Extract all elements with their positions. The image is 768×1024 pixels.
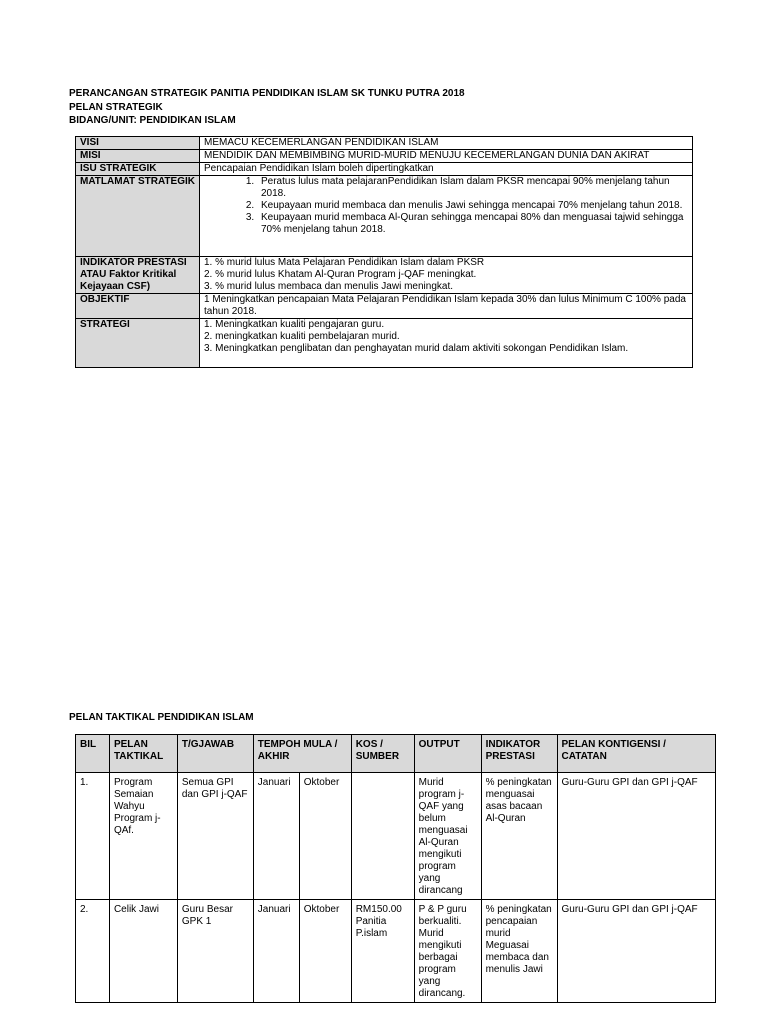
column-header-kontigensi: PELAN KONTIGENSI / CATATAN	[557, 735, 716, 773]
bil-cell: 2.	[76, 900, 110, 1003]
list-item: 2. Keupayaan murid membaca dan menulis Jawi sehingga mencapai 70% menjelang tahun 2018.	[257, 200, 688, 212]
misi-value: MENDIDIK DAN MEMBIMBING MURID-MURID MENUJU KECEMERLANGAN DUNIA DAN AKIRAT	[200, 150, 693, 163]
tactical-plan-title: PELAN TAKTIKAL PENDIDIKAN ISLAM	[69, 712, 254, 723]
table-row	[76, 163, 693, 176]
visi-value: MEMACU KECEMERLANGAN PENDIDIKAN ISLAM	[200, 137, 693, 150]
list-item: 1. Peratus lulus mata pelajaranPendidikan Islam dalam PKSR mencapai 90% menjelang tahun 2018.	[257, 176, 688, 200]
document-unit: BIDANG/UNIT: PENDIDIKAN ISLAM	[69, 115, 236, 126]
table-row	[76, 900, 716, 1003]
output-cell: P & P guru berkualiti. Murid mengikuti berbagai program yang dirancang.	[414, 900, 481, 1003]
visi-label: VISI	[76, 137, 200, 150]
matlamat-list	[204, 176, 688, 236]
list-item: 1. % murid lulus Mata Pelajaran Pendidikan Islam dalam PKSR	[204, 257, 485, 268]
tgjawab-cell: Guru Besar GPK 1	[177, 900, 253, 1003]
matlamat-label: MATLAMAT STRATEGIK	[76, 176, 200, 257]
tactical-plan-table	[75, 734, 716, 1003]
akhir-cell: Oktober	[299, 900, 351, 1003]
table-row	[76, 773, 716, 900]
mula-cell: Januari	[253, 900, 299, 1003]
table-row	[76, 257, 693, 294]
tgjawab-cell: Semua GPI dan GPI j-QAF	[177, 773, 253, 900]
list-item: 2. % murid lulus Khatam Al-Quran Program j-QAF meningkat.	[204, 269, 477, 280]
table-row	[76, 150, 693, 163]
column-header-indikator: INDIKATOR PRESTASI	[481, 735, 557, 773]
list-item: 3. Meningkatkan penglibatan dan penghayatan murid dalam aktiviti sokongan Pendidikan Islam.	[204, 343, 629, 354]
table-row	[76, 319, 693, 368]
indikator-value	[200, 257, 693, 294]
column-header-kos: KOS / SUMBER	[351, 735, 414, 773]
bil-cell: 1.	[76, 773, 110, 900]
table-row	[76, 176, 693, 257]
column-header-pelan: PELAN TAKTIKAL	[109, 735, 177, 773]
document-header	[69, 87, 465, 128]
catatan-cell: Guru-Guru GPI dan GPI j-QAF	[557, 773, 716, 900]
list-item: 2. meningkatkan kualiti pembelajaran murid.	[204, 331, 400, 342]
isu-label: ISU STRATEGIK	[76, 163, 200, 176]
table-header-row	[76, 735, 716, 773]
catatan-cell: Guru-Guru GPI dan GPI j-QAF	[557, 900, 716, 1003]
list-item: 3. % murid lulus membaca dan menulis Jawi meningkat.	[204, 281, 453, 292]
indikator-cell: % peningkatan pencapaian murid Meguasai membaca dan menulis Jawi	[481, 900, 557, 1003]
table-row	[76, 294, 693, 319]
kos-cell	[351, 773, 414, 900]
misi-label: MISI	[76, 150, 200, 163]
pelan-cell: Program Semaian Wahyu Program j-QAf.	[109, 773, 177, 900]
objektif-value: 1 Meningkatkan pencapaian Mata Pelajaran Pendidikan Islam kepada 30% dan lulus Minimum C 100% pada tahun 2018.	[200, 294, 693, 319]
strategi-value	[200, 319, 693, 368]
mula-cell: Januari	[253, 773, 299, 900]
pelan-cell: Celik Jawi	[109, 900, 177, 1003]
matlamat-value	[200, 176, 693, 257]
column-header-bil: BIL	[76, 735, 110, 773]
akhir-cell: Oktober	[299, 773, 351, 900]
table-row	[76, 137, 693, 150]
column-header-tgjawab: T/GJAWAB	[177, 735, 253, 773]
indikator-cell: % peningkatan menguasai asas bacaan Al-Quran	[481, 773, 557, 900]
document-subtitle: PELAN STRATEGIK	[69, 101, 163, 113]
indikator-label: INDIKATOR PRESTASI ATAU Faktor Kritikal Kejayaan CSF)	[76, 257, 200, 294]
strategic-plan-table	[75, 136, 693, 368]
strategi-label: STRATEGI	[76, 319, 200, 368]
isu-value: Pencapaian Pendidikan Islam boleh dipertingkatkan	[200, 163, 693, 176]
column-header-output: OUTPUT	[414, 735, 481, 773]
kos-cell: RM150.00 Panitia P.islam	[351, 900, 414, 1003]
list-item: 3. Keupayaan murid membaca Al-Quran sehingga mencapai 80% dan menguasai tajwid sehingga 70% menjelang tahun 2018.	[257, 212, 688, 236]
column-header-tempoh: TEMPOH MULA / AKHIR	[253, 735, 351, 773]
list-item: 1. Meningkatkan kualiti pengajaran guru.	[204, 319, 385, 330]
document-title: PERANCANGAN STRATEGIK PANITIA PENDIDIKAN ISLAM SK TUNKU PUTRA 2018	[69, 88, 465, 99]
objektif-label: OBJEKTIF	[76, 294, 200, 319]
output-cell: Murid program j-QAF yang belum menguasai Al-Quran mengikuti program yang dirancang	[414, 773, 481, 900]
